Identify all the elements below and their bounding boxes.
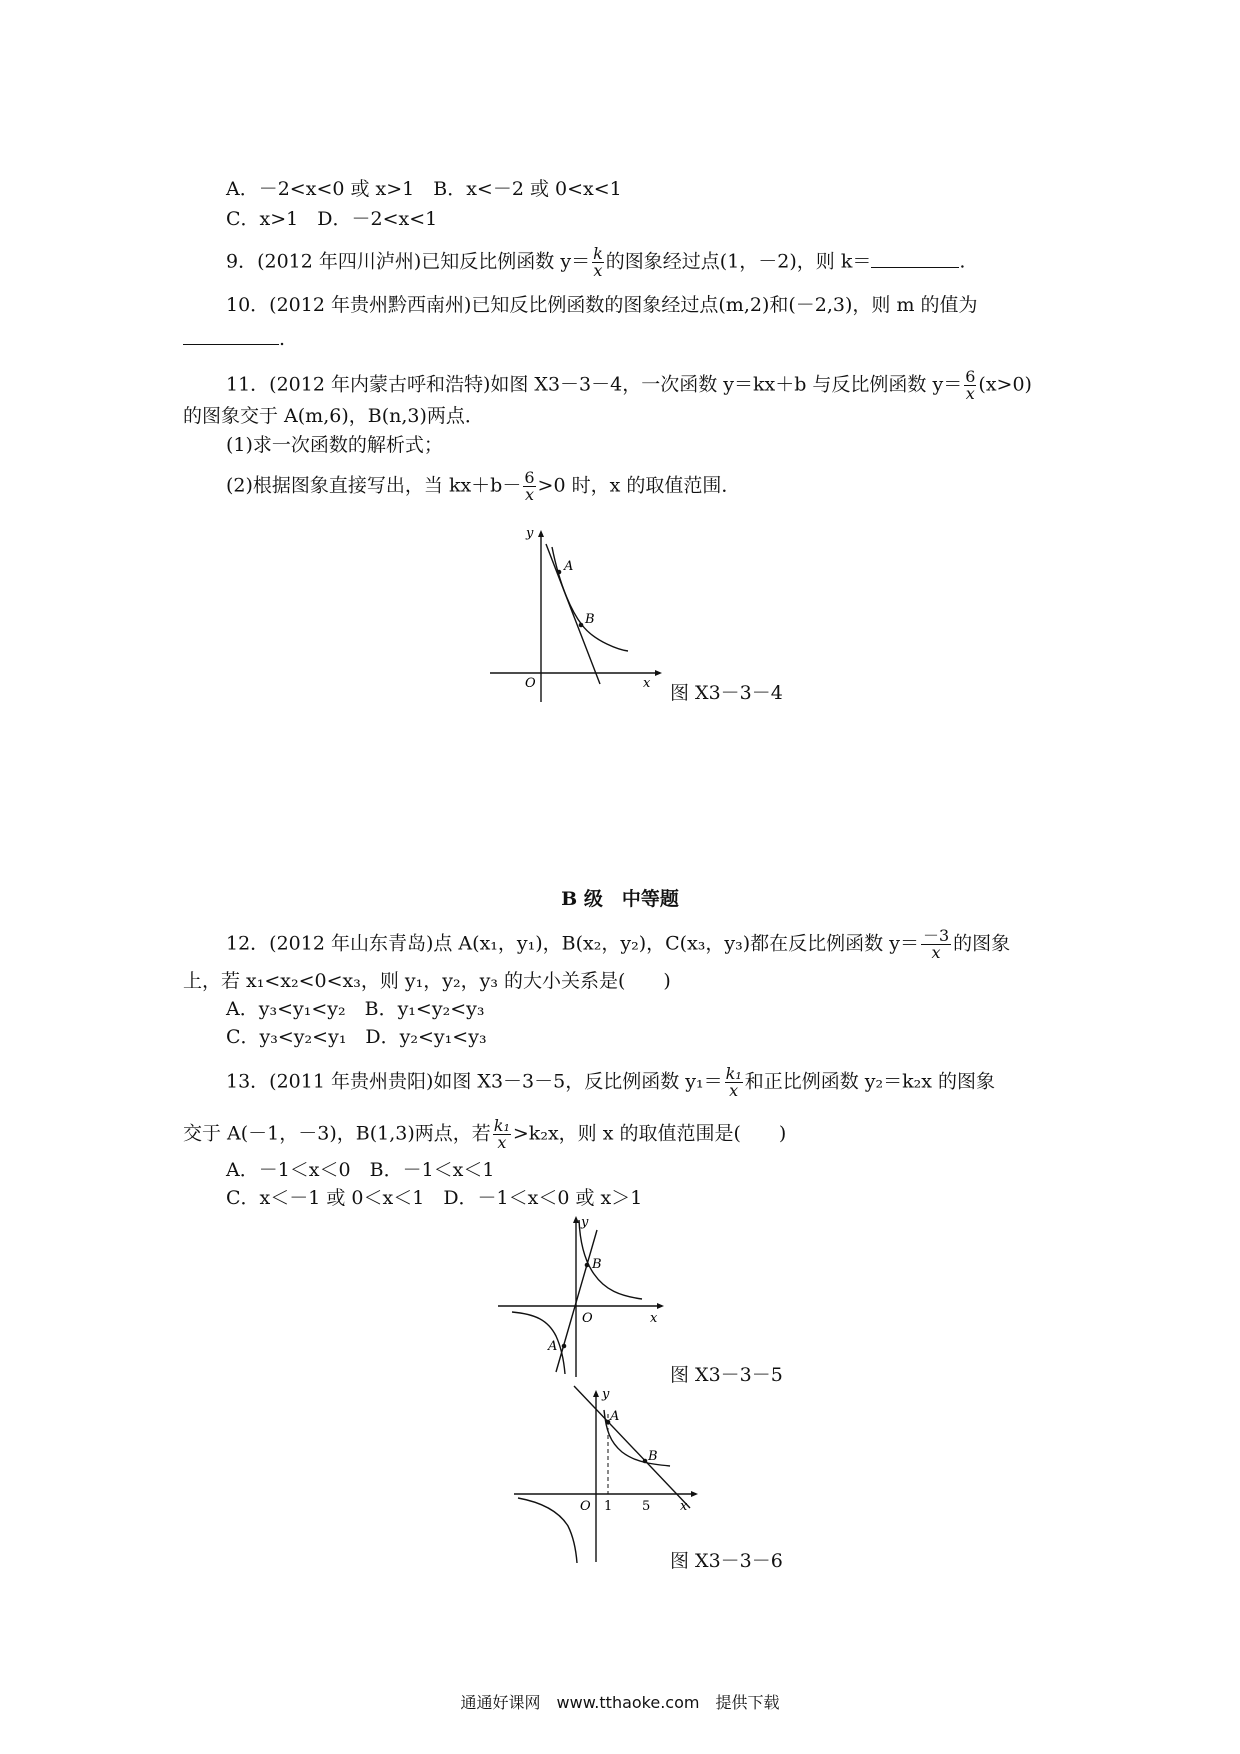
q12-options-line-1: A．y₃<y₁<y₂ B．y₁<y₂<y₃ [226, 998, 485, 1020]
question-12: 12．(2012 年山东青岛)点 A(x₁，y₁)，B(x₂，y₂)，C(x₃，y₃)都在反比例函数 y＝ $\frac{-3}{x}$ 的图象 [226, 926, 1011, 962]
question-10-line-2: . [183, 326, 285, 352]
fig6-x-arrow-icon [691, 1491, 698, 1497]
question-13: 13．(2011 年贵州贵阳)如图 X3－3－5，反比例函数 y₁＝ $\frac{\text{k₁}}{x}$ 和正比例函数 y₂＝k₂x 的图象 [226, 1064, 996, 1100]
fig5-y-arrow-icon [573, 1216, 579, 1223]
figure-x3-3-6 [500, 1380, 710, 1570]
question-12-line-2: 上，若 x₁<x₂<0<x₃，则 y₁，y₂，y₃ 的大小关系是( ) [183, 970, 671, 992]
fig6-label-a: A [610, 1409, 620, 1424]
fig6-tick-5: 5 [642, 1499, 651, 1514]
fig5-label-y: y [581, 1215, 589, 1230]
q9-text-2: 的图象经过点(1，－2)，则 k＝ [605, 250, 872, 273]
question-10: 10．(2012 年贵州黔西南州)已知反比例函数的图象经过点(m,2)和(－2,3)，则 m 的值为 [226, 294, 978, 316]
question-11: 11．(2012 年内蒙古呼和浩特)如图 X3－3－4，一次函数 y＝kx＋b 与反比例函数 y＝ $\frac{6}{x}$ (x>0) [226, 367, 1032, 403]
fig4-point-b [579, 623, 584, 628]
question-11-part-1: (1)求一次函数的解析式； [226, 434, 443, 456]
fig6-hyperbola-q3 [518, 1498, 577, 1563]
q9-answer-blank[interactable] [871, 249, 959, 268]
fig6-line [574, 1386, 690, 1508]
fig5-x-arrow-icon [657, 1303, 664, 1309]
fig4-point-a [557, 570, 562, 575]
question-11-part-2: (2)根据图象直接写出，当 kx＋b－ $\frac{6}{x}$ >0 时，x 的取值范围． [226, 468, 741, 504]
fig4-y-arrow-icon [538, 530, 544, 537]
fig6-caption: 图 X3－3－6 [670, 1550, 783, 1572]
q9-fraction: $\frac{k}{x}$ [593, 244, 603, 280]
q10-answer-blank[interactable] [183, 326, 279, 345]
q12-options-line-2: C．y₃<y₂<y₁ D．y₂<y₁<y₃ [226, 1026, 487, 1048]
question-9: 9．(2012 年四川泸州)已知反比例函数 y＝ $\frac{k}{x}$ 的图象经过点(1，－2)，则 k＝ . [226, 244, 966, 280]
fig6-point-b [643, 1459, 648, 1464]
page-footer: 通通好课网 www.tthaoke.com 提供下载 [460, 1693, 780, 1712]
fig5-label-o: O [582, 1311, 593, 1326]
fig6-y-arrow-icon [593, 1390, 599, 1397]
q13-options-line-2: C．x＜－1 或 0＜x＜1 D．－1＜x＜0 或 x＞1 [226, 1187, 643, 1209]
figure-x3-3-5 [490, 1212, 670, 1382]
q8-option-line-2: C．x>1 D．－2<x<1 [226, 208, 438, 230]
fig4-label-x: x [643, 676, 651, 691]
fig6-tick-1: 1 [604, 1499, 613, 1514]
fig4-label-o: O [525, 676, 536, 691]
fig5-label-b: B [592, 1257, 602, 1272]
fig5-point-b [585, 1263, 590, 1268]
fig4-label-b: B [585, 612, 595, 627]
fig5-label-a: A [548, 1339, 558, 1354]
fig4-x-arrow-icon [655, 670, 662, 676]
fig5-caption: 图 X3－3－5 [670, 1364, 783, 1386]
fig4-label-y: y [526, 526, 534, 541]
fig6-label-o: O [580, 1499, 591, 1514]
fig5-label-x: x [650, 1311, 658, 1326]
fig4-caption: 图 X3－3－4 [670, 682, 783, 704]
fig6-label-b: B [648, 1449, 658, 1464]
q11-part-2-fraction: $\frac{6}{x}$ [524, 468, 535, 504]
q12-fraction: $\frac{-3}{x}$ [922, 926, 950, 962]
q11-fraction: $\frac{6}{x}$ [965, 367, 976, 403]
section-b-heading: B 级 中等题 [561, 888, 679, 910]
fig6-label-x: x [680, 1499, 688, 1514]
q13-options-line-1: A．－1＜x＜0 B．－1＜x＜1 [226, 1159, 495, 1181]
q9-text: 9．(2012 年四川泸州)已知反比例函数 y＝ [226, 250, 591, 273]
question-13-line-2: 交于 A(－1，－3)，B(1,3)两点，若 $\frac{\text{k₁}}{x}$ >k₂x，则 x 的取值范围是( ) [183, 1116, 787, 1152]
q13-fraction: $\frac{\text{k₁}}{x}$ [725, 1064, 742, 1100]
q8-option-line-1: A．－2<x<0 或 x>1 B．x<－2 或 0<x<1 [226, 178, 622, 200]
q13-line-2-fraction: $\frac{\text{k₁}}{x}$ [493, 1116, 510, 1152]
question-11-line-2: 的图象交于 A(m,6)，B(n,3)两点． [183, 405, 484, 427]
fig4-label-a: A [564, 559, 574, 574]
figure-x3-3-4 [480, 512, 680, 702]
fig5-point-a [562, 1344, 567, 1349]
fig6-label-y: y [602, 1387, 610, 1402]
